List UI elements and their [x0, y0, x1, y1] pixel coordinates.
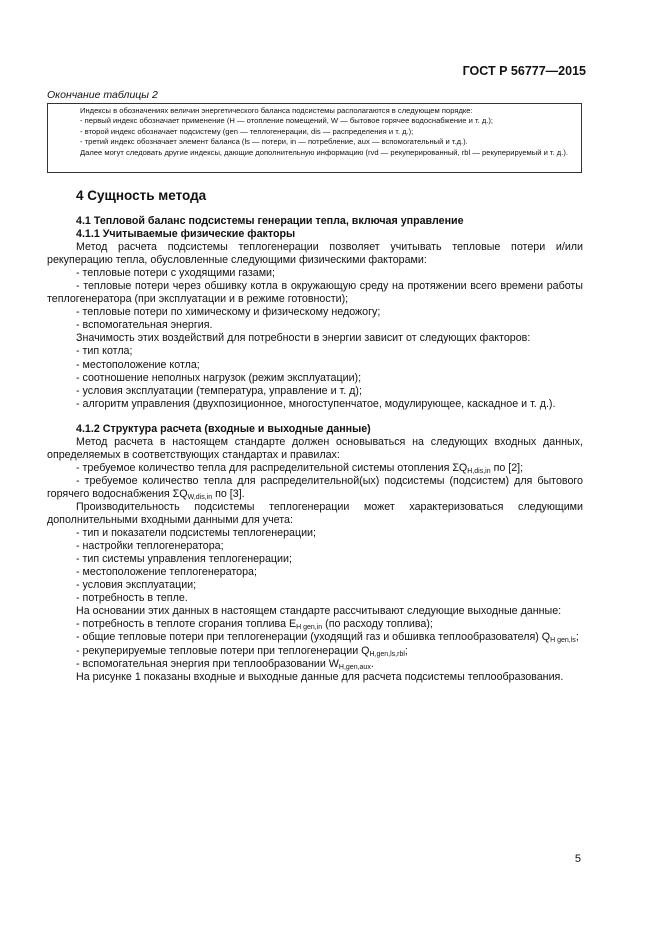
paragraph: На основании этих данных в настоящем стандарте рассчитывают следующие выходные данные:	[76, 605, 562, 618]
table-caption: Окончание таблицы 2	[47, 89, 158, 101]
list-item: - условия эксплуатации (температура, управление и т. д);	[76, 384, 362, 397]
page-number: 5	[574, 853, 581, 865]
note-line: Далее могут следовать другие индексы, дающие дополнительную информацию (rvd — рекуперированный, rbl — рекуперируемый и т. д.).	[80, 147, 568, 157]
paragraph: Метод расчета подсистемы теплогенерации позволяет учитывать тепловые потери и/или рекуперацию тепла, обусловленные следующими физическими факторами:	[47, 241, 583, 267]
list-item: - потребность в тепле.	[76, 592, 188, 605]
list-item: - требуемое количество тепла для распределительной(ых) подсистемы (подсистем) для бытового горячего водоснабжения $\Sigma Q_{W,dis,in}$ по [3].	[47, 474, 583, 501]
list-item: - тип и показатели подсистемы теплогенерации;	[76, 527, 316, 540]
note-line: Индексы в обозначениях величин энергетического баланса подсистемы располагаются в следующем порядке:	[80, 106, 473, 115]
list-item: - общие тепловые потери при теплогенерации (уходящий газ и обшивка теплообразователя) $Q_{H gen,ls}$;	[76, 631, 579, 645]
note-line: - третий индекс обозначает элемент баланса (ls — потери, in — потребление, aux — вспомогательный и т.д.).	[80, 137, 468, 147]
list-item: - тип системы управления теплогенерации;	[76, 553, 292, 566]
list-item: - настройки теплогенератора;	[76, 540, 224, 553]
note-line: - второй индекс обозначает подсистему (gen — теплогенерации, dis — распределения и т. д.);	[80, 126, 414, 136]
list-item: - рекуперируемые тепловые потери при теплогенерации $Q_{H,gen,ls,rbl}$;	[76, 644, 408, 658]
paragraph: На рисунке 1 показаны входные и выходные данные для расчета подсистемы теплообразования.	[76, 670, 564, 683]
list-item: - соотношение неполных нагрузок (режим эксплуатации);	[76, 371, 362, 384]
section-title: 4 Сущность метода	[76, 188, 207, 203]
section-body	[47, 215, 583, 684]
list-item: - алгоритм управления (двухпозиционное, многоступенчатое, модулирующее, каскадное и т. д.).	[76, 397, 556, 410]
list-item: - тепловые потери с уходящими газами;	[76, 267, 275, 280]
list-item: - потребность в теплоте сгорания топлива $E_{H gen,in}$ (по расходу топлива);	[76, 618, 433, 632]
list-item: - условия эксплуатации;	[76, 579, 197, 592]
subsection-title: 4.1 Тепловой баланс подсистемы генерации тепла, включая управление	[76, 215, 464, 227]
list-item: - тип котла;	[76, 345, 133, 358]
note-line: - первый индекс обозначает применение (H — отопление помещений, W — бытовое горячее водоснабжение и т. д.);	[80, 116, 494, 126]
list-item: - местоположение котла;	[76, 358, 200, 371]
list-item: - местоположение теплогенератора;	[76, 566, 257, 579]
list-item: - тепловые потери по химическому и физическому недожогу;	[76, 306, 381, 319]
list-item: - вспомогательная энергия.	[76, 319, 213, 332]
list-item: - вспомогательная энергия при теплообразовании $W_{H,gen,aux}$.	[76, 657, 374, 671]
table-note-box	[47, 103, 582, 173]
subsubsection-title: 4.1.2 Структура расчета (входные и выходные данные)	[76, 422, 371, 435]
list-item: - требуемое количество тепла для распределительной системы отопления $\Sigma Q_{H,dis,in}$ по [2];	[76, 461, 524, 475]
paragraph: Метод расчета в настоящем стандарте должен основываться на следующих входных данных, определяемых в соответствующих стандартах и правилах:	[47, 435, 583, 461]
paragraph: Производительность подсистемы теплогенерации может характеризоваться следующими дополнительными входными данными для учета:	[47, 500, 583, 527]
paragraph: Значимость этих воздействий для потребности в энергии зависит от следующих факторов:	[76, 332, 531, 345]
subsubsection-title: 4.1.1 Учитываемые физические факторы	[76, 228, 296, 241]
standard-header: ГОСТ Р 56777—2015	[462, 64, 586, 78]
list-item: - тепловые потери через обшивку котла в окружающую среду на протяжении всего времени работы теплогенератора (при эксплуатации и в режиме готовности);	[47, 280, 583, 306]
